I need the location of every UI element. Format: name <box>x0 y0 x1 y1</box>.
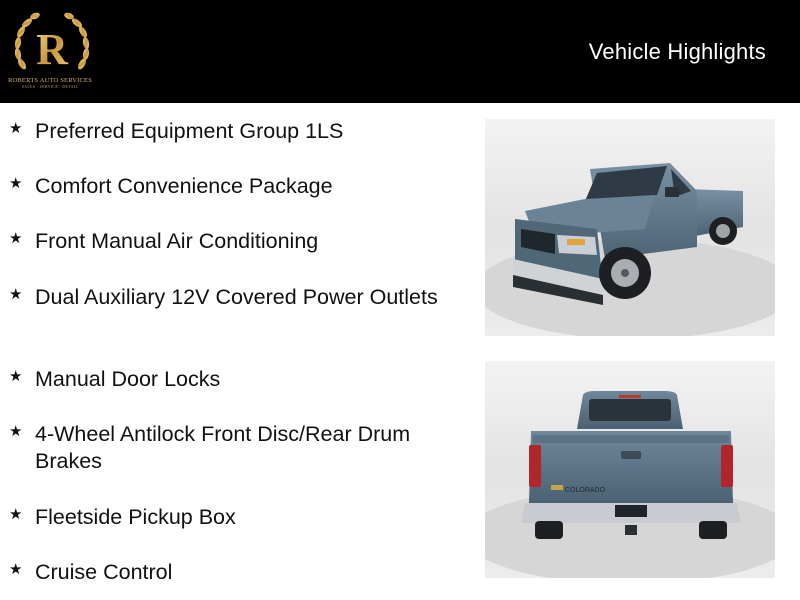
brand-name: ROBERTS AUTO SERVICES <box>7 77 93 84</box>
star-icon: ★ <box>9 119 23 137</box>
logo-monogram: R <box>36 25 68 74</box>
feature-text: Fleetside Pickup Box <box>35 505 236 529</box>
feature-text: Cruise Control <box>35 560 173 584</box>
pickup-truck-front-image <box>485 119 775 336</box>
star-icon: ★ <box>9 229 23 247</box>
feature-text: Dual Auxiliary 12V Covered Power Outlets <box>35 285 438 309</box>
pickup-truck-rear-image <box>485 361 775 578</box>
page-title: Vehicle Highlights <box>588 39 766 64</box>
brand-tagline: SALES · SERVICE · DETAIL <box>21 85 79 89</box>
feature-text: 4-Wheel Antilock Front Disc/Rear Drum Brakes <box>35 422 411 473</box>
feature-text: Manual Door Locks <box>35 367 221 391</box>
star-icon: ★ <box>9 422 23 440</box>
star-icon: ★ <box>9 367 23 385</box>
feature-text: Comfort Convenience Package <box>35 174 333 198</box>
star-icon: ★ <box>9 560 23 578</box>
star-icon: ★ <box>9 285 23 303</box>
vehicle-photo-front[interactable] <box>485 119 775 336</box>
header-bar <box>0 0 800 103</box>
feature-text: Front Manual Air Conditioning <box>35 229 319 253</box>
star-icon: ★ <box>9 174 23 192</box>
star-icon: ★ <box>9 505 23 523</box>
vehicle-photo-rear[interactable] <box>485 361 775 578</box>
model-badge: COLORADO <box>565 487 606 494</box>
feature-text: Preferred Equipment Group 1LS <box>35 119 344 143</box>
